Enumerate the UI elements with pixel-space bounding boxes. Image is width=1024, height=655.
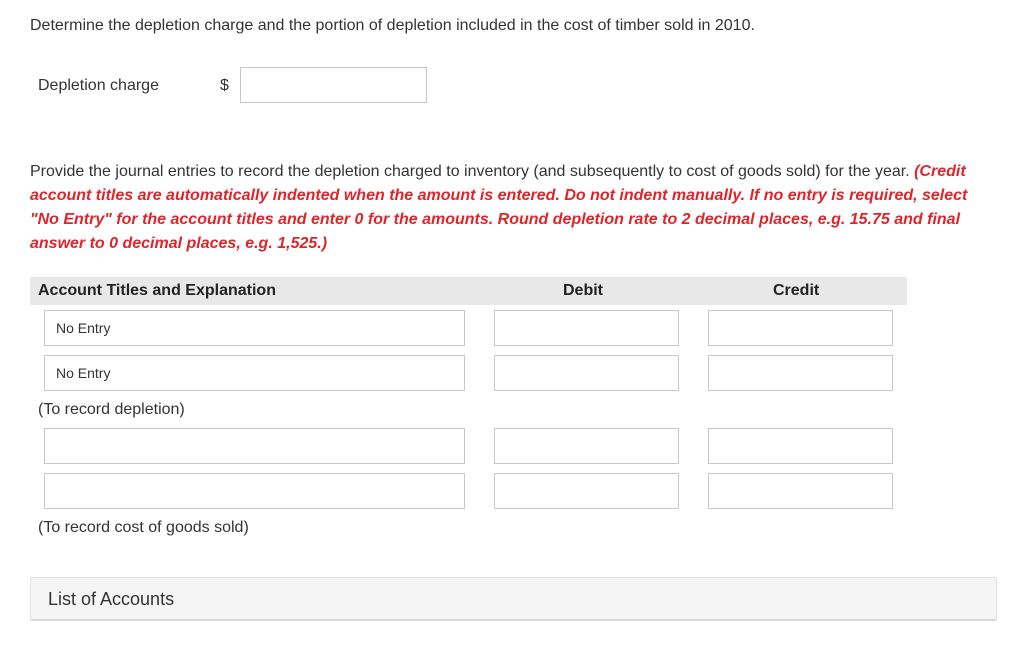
list-of-accounts-button[interactable]: List of Accounts	[30, 577, 997, 621]
header-debit: Debit	[563, 282, 603, 299]
debit-input[interactable]	[494, 355, 679, 391]
account-title-input[interactable]	[44, 310, 465, 346]
account-title-input[interactable]	[44, 428, 465, 464]
header-credit: Credit	[773, 282, 820, 299]
credit-input[interactable]	[708, 473, 893, 509]
note-record-cogs: (To record cost of goods sold)	[38, 519, 249, 536]
debit-input[interactable]	[494, 473, 679, 509]
journal-prompt-text: Provide the journal entries to record the depletion charged to inventory (and subsequently to cost of goods sold) for the year.	[30, 163, 910, 180]
header-account-titles: Account Titles and Explanation	[38, 282, 276, 299]
currency-symbol: $	[220, 77, 229, 94]
depletion-charge-input[interactable]	[240, 67, 427, 103]
credit-input[interactable]	[708, 428, 893, 464]
debit-input[interactable]	[494, 310, 679, 346]
account-title-input[interactable]	[44, 355, 465, 391]
journal-instruction: (Credit account titles are automatically indented when the amount is entered. Do not indent manually. If no entry is required, select "No Entry" for the account titles and enter 0 for the amounts. Round depletion rate to 2 decimal places, e.g. 15.75 and final answer to 0 decimal places, e.g. 1,525.)	[30, 163, 968, 252]
journal-prompt	[30, 160, 1000, 256]
journal-table-header	[30, 277, 907, 305]
debit-input[interactable]	[494, 428, 679, 464]
account-title-input[interactable]	[44, 473, 465, 509]
credit-input[interactable]	[708, 310, 893, 346]
credit-input[interactable]	[708, 355, 893, 391]
note-record-depletion: (To record depletion)	[38, 401, 185, 418]
depletion-charge-label: Depletion charge	[38, 77, 159, 94]
question-prompt: Determine the depletion charge and the portion of depletion included in the cost of timber sold in 2010.	[30, 17, 755, 34]
